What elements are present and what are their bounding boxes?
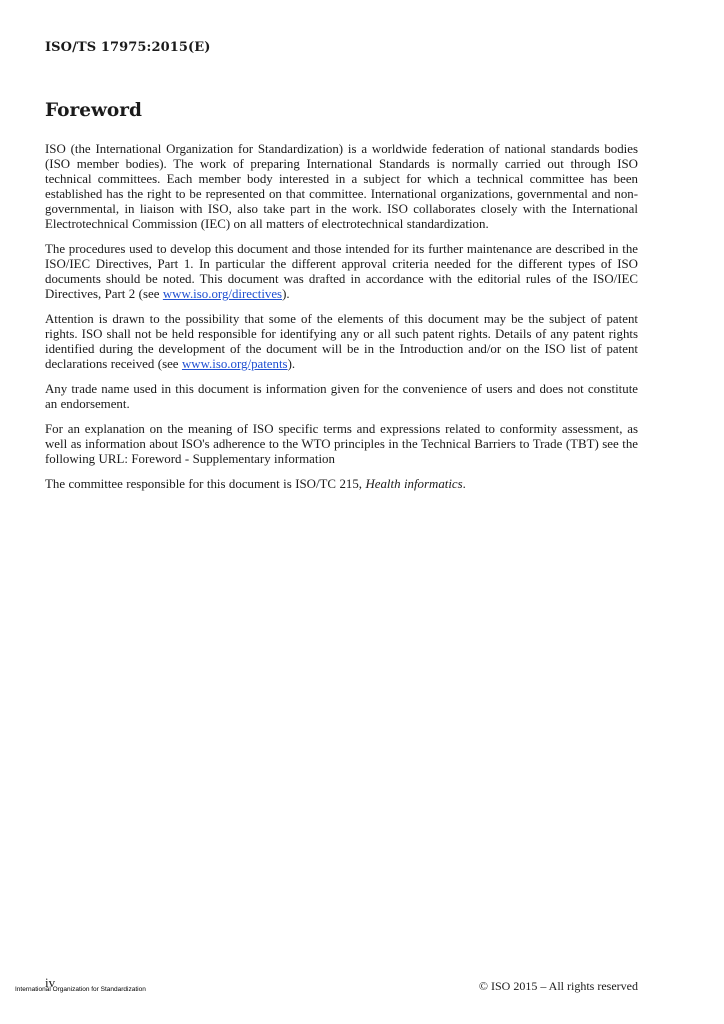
directives-link[interactable]: www.iso.org/directives	[162, 287, 283, 301]
paragraph-text: .	[462, 477, 466, 491]
patents-link[interactable]: www.iso.org/patents	[181, 357, 288, 371]
paragraph-text: Attention is drawn to the possibility that some of the elements of this document may be the subject of patent rights. ISO shall not be held responsible for identifying any or all such patent rights. Details of any patent rights identified during the development of the document will be in the Introduction and/or on the ISO list of patent declarations received (see	[45, 312, 638, 371]
foreword-body	[45, 142, 638, 502]
paragraph-text: ).	[287, 357, 296, 371]
paragraph-text: The committee responsible for this document is ISO/TC 215,	[45, 477, 366, 491]
page-number: iv	[45, 975, 56, 990]
document-id: ISO/TS 17975:2015(E)	[45, 40, 211, 55]
organization-stamp: International Organization for Standardization	[15, 986, 146, 993]
paragraph-text: The procedures used to develop this document and those intended for its further maintenance are described in the ISO/IEC Directives, Part 1. In particular the different approval criteria needed for the different types of ISO documents should be noted. This document was drafted in accordance with the editorial rules of the ISO/IEC Directives, Part 2 (see	[45, 242, 638, 301]
paragraph-procedures	[45, 242, 638, 302]
paragraph-text: ).	[282, 287, 290, 301]
committee-name: Health informatics	[365, 477, 463, 491]
page-title: Foreword	[45, 100, 142, 121]
paragraph-iso-description: ISO (the International Organization for Standardization) is a worldwide federation of national standards bodies (ISO member bodies). The work of preparing International Standards is normally carried out through ISO technical committees. Each member body interested in a subject for which a technical committee has been established has the right to be represented on that committee. International organizations, governmental and non-governmental, in liaison with ISO, also take part in the work. ISO collaborates closely with the International Electrotechnical Commission (IEC) on all matters of electrotechnical standardization.	[45, 142, 638, 231]
copyright-notice: © ISO 2015 – All rights reserved	[478, 979, 638, 993]
paragraph-patents	[45, 312, 638, 372]
paragraph-trade-name: Any trade name used in this document is information given for the convenience of users and does not constitute an endorsement.	[45, 382, 638, 411]
paragraph-committee	[45, 477, 638, 492]
paragraph-conformity: For an explanation on the meaning of ISO specific terms and expressions related to conformity assessment, as well as information about ISO's adherence to the WTO principles in the Technical Barriers to Trade (TBT) see the following URL: Foreword - Supplementary information	[45, 422, 638, 466]
